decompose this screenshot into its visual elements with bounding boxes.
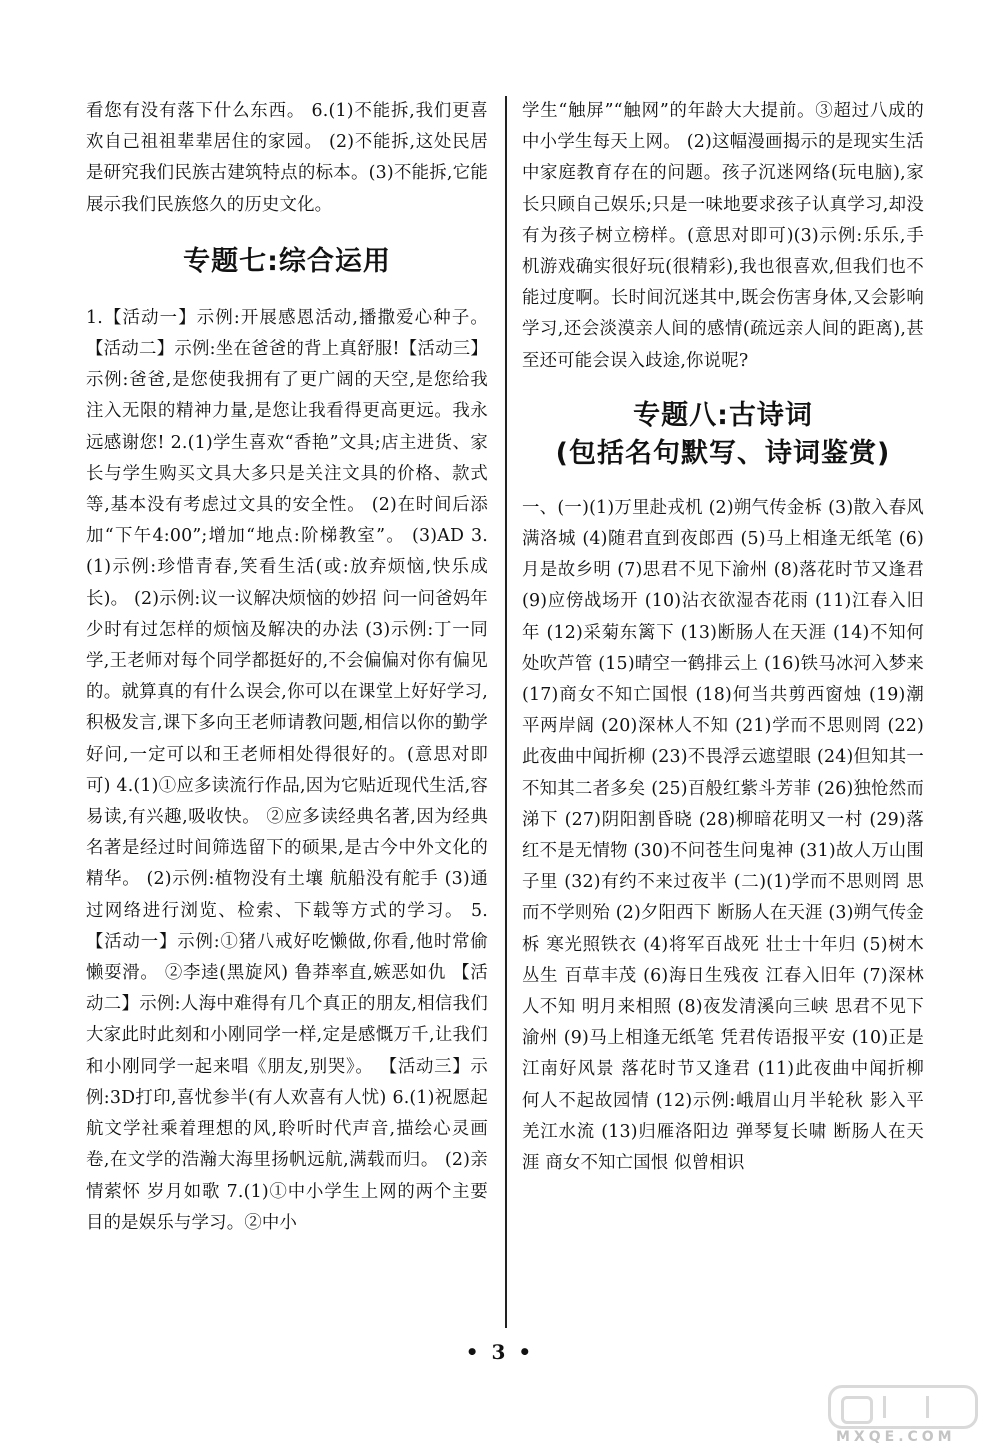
right-column <box>522 96 924 1179</box>
page-number: • 3 • <box>465 1340 535 1364</box>
section-subheading-topic-8: (包括名句默写、诗词鉴赏) <box>555 437 891 469</box>
answer-text-continuation: 看您有没有落下什么东西。 6.(1)不能拆,我们更喜欢自己祖祖辈辈居住的家园。 (2)不能拆,这处民居是研究我们民族古建筑特点的标本。(3)不能拆,它能展示我们民族悠久的历史文化。 <box>86 101 488 215</box>
watermark <box>828 1385 978 1445</box>
answer-text-topic-8: 一、(一)(1)万里赴戎机 (2)朔气传金柝 (3)散入春风满洛城 (4)随君直到夜郎西 (5)马上相逢无纸笔 (6)月是故乡明 (7)思君不见下渝州 (8)落花时节又逢君 (9)应傍战场开 (10)沾衣欲湿杏花雨 (11)江春入旧年 (12)采菊东篱下 (13)断肠人在天涯 (14)不知何处吹芦管 (15)晴空一鹤排云上 (16)铁马冰河入梦来 (17)商女不知亡国恨 (18)何当共剪西窗烛 (19)潮平两岸阔 (20)深林人不知 (21)学而不思则罔 (22)此夜曲中闻折柳 (23)不畏浮云遮望眼 (24)但知其一 不知其二者多矣 (25)百般红紫斗芳菲 (26)独怆然而涕下 (27)阴阳割昏晓 (28)柳暗花明又一村 (29)落红不是无情物 (30)不问苍生问鬼神 (31)故人万山围子里 (32)有约不来过夜半 (二)(1)学而不思则罔 思而不学则殆 (2)夕阳西下 断肠人在天涯 (3)朔气传金柝 寒光照铁衣 (4)将军百战死 壮士十年归 (5)树木丛生 百草丰茂 (6)海日生残夜 江春入旧年 (7)深林人不知 明月来相照 (8)夜发清溪向三峡 思君不见下渝州 (9)马上相逢无纸笔 凭君传语报平安 (10)正是江南好风景 落花时节又逢君 (11)此夜曲中闻折柳 何人不起故园情 (12)示例:峨眉山月半轮秋 影入平羌江水流 (13)归雁洛阳边 弹琴复长啸 断肠人在天涯 商女不知亡国恨 似曾相识 <box>522 497 924 1174</box>
left-column <box>86 96 488 1239</box>
watermark-text: MXQE.COM <box>836 1429 956 1445</box>
answer-text-continuation-right: 学生“触屏”“触网”的年龄大大提前。③超过八成的中小学生每天上网。 (2)这幅漫画揭示的是现实生活中家庭教育存在的问题。孩子沉迷网络(玩电脑),家长只顾自己娱乐;只是一味地要求孩子认真学习,却没有为孩子树立榜样。(意思对即可)(3)示例:乐乐,手机游戏确实很好玩(很精彩),我也很喜欢,但我们也不能过度啊。长时间沉迷其中,既会伤害身体,又会影响学习,还会淡漠亲人间的感情(疏远亲人间的距离),甚至还可能会误入歧途,你说呢? <box>522 101 924 371</box>
column-divider <box>505 96 507 1328</box>
answer-text-topic-7: 1.【活动一】示例:开展感恩活动,播撒爱心种子。 【活动二】示例:坐在爸爸的背上真舒服!【活动三】示例:爸爸,是您使我拥有了更广阔的天空,是您给我注入无限的精神力量,是您让我看得更高更远。我永远感谢您! 2.(1)学生喜欢“香艳”文具;店主进货、家长与学生购买文具大多只是关注文具的价格、款式等,基本没有考虑过文具的安全性。 (2)在时间后添加“下午4:00”;增加“地点:阶梯教室”。 (3)AD 3.(1)示例:珍惜青春,笑看生活(或:放弃烦恼,快乐成长)。 (2)示例:议一议解决烦恼的妙招 问一问爸妈年少时有过怎样的烦恼及解决的办法 (3)示例:丁一同学,王老师对每个同学都挺好的,不会偏偏对你有偏见的。就算真的有什么误会,你可以在课堂上好好学习,积极发言,课下多向王老师请教问题,相信以你的勤学好问,一定可以和王老师相处得很好的。(意思对即可) 4.(1)①应多读流行作品,因为它贴近现代生活,容易读,有兴趣,吸收快。 ②应多读经典名著,因为经典名著是经过时间筛选留下的硕果,是古今中外文化的精华。 (2)示例:植物没有土壤 航船没有舵手 (3)通过网络进行浏览、检索、下载等方式的学习。 5.【活动一】示例:①猪八戒好吃懒做,你看,他时常偷懒耍滑。 ②李逵(黑旋风) 鲁莽率直,嫉恶如仇 【活动二】示例:人海中难得有几个真正的朋友,相信我们大家此时此刻和小刚同学一样,定是感慨万千,让我们和小刚同学一起来唱《朋友,别哭》。 【活动三】示例:3D打印,喜忧参半(有人欢喜有人忧) 6.(1)祝愿起航文学社乘着理想的风,聆听时代声音,描绘心灵画卷,在文学的浩瀚大海里扬帆远航,满载而归。 (2)亲情萦怀 岁月如歌 7.(1)①中小学生上网的两个主要目的是娱乐与学习。②中小 <box>86 307 488 1233</box>
watermark-logo-icon <box>828 1385 978 1429</box>
section-heading-topic-7: 专题七:综合运用 <box>183 245 391 277</box>
section-heading-topic-8: 专题八:古诗词 <box>633 399 813 431</box>
